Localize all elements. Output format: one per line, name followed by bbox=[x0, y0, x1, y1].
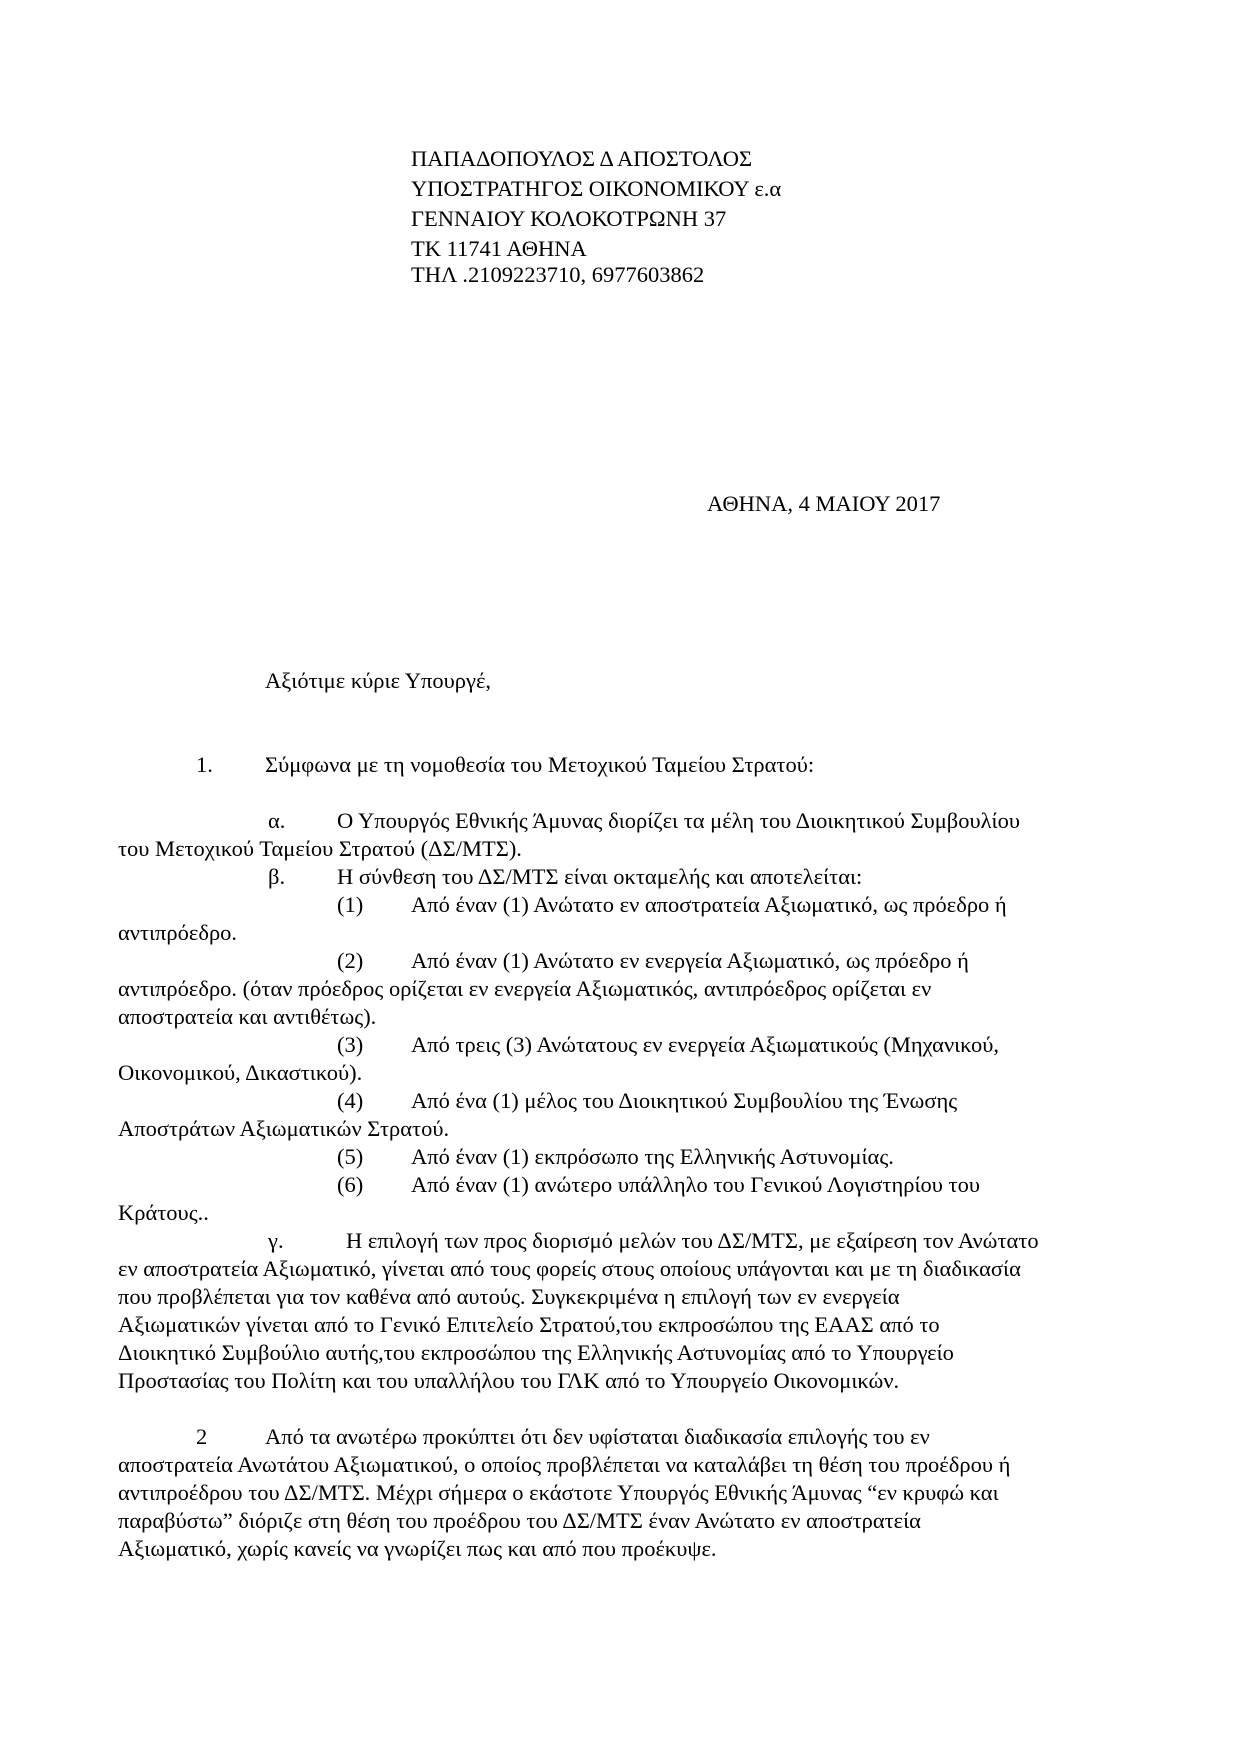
section-1-intro: Σύμφωνα με τη νομοθεσία του Μετοχικού Ταμείου Στρατού: bbox=[265, 752, 815, 777]
section-2-line: αποστρατεία Ανωτάτου Αξιωματικού, ο οποίος προβλέπεται να καταλάβει τη θέση του προέδρου ή bbox=[118, 1452, 1011, 1477]
subitem-line: Από ένα (1) μέλος του Διοικητικού Συμβουλίου της Ένωσης bbox=[411, 1088, 958, 1113]
item-a-line: του Μετοχικού Ταμείου Στρατού (ΔΣ/ΜΤΣ). bbox=[118, 836, 522, 861]
item-c-marker: γ. bbox=[268, 1228, 284, 1253]
subitem-line: Από έναν (1) εκπρόσωπο της Ελληνικής Αστυνομίας. bbox=[411, 1144, 894, 1169]
subitem-line: Αποστράτων Αξιωματικών Στρατού. bbox=[118, 1116, 450, 1141]
subitem-number: (1) bbox=[337, 892, 364, 917]
section-2-line: αντιπροέδρου του ΔΣ/ΜΤΣ. Μέχρι σήμερα ο εκάστοτε Υπουργός Εθνικής Άμυνας “εν κρυφώ και bbox=[118, 1480, 999, 1505]
item-c-line: Αξιωματικών γίνεται από το Γενικό Επιτελείο Στρατού,του εκπροσώπου της ΕΑΑΣ από το bbox=[118, 1312, 940, 1337]
subitem-line: αποστρατεία και αντιθέτως). bbox=[118, 1004, 377, 1029]
subitem-number: (4) bbox=[337, 1088, 364, 1113]
section-2-line: παραβύστω” διόριζε στη θέση του προέδρου του ΔΣ/ΜΤΣ έναν Ανώτατο εν αποστρατεία bbox=[118, 1508, 921, 1533]
subitem-number: (2) bbox=[337, 948, 364, 973]
subitem-line: Οικονομικού, Δικαστικού). bbox=[118, 1060, 363, 1085]
item-c-line: που προβλέπεται για τον καθένα από αυτούς. Συγκεκριμένα η επιλογή των εν ενεργεία bbox=[118, 1284, 900, 1309]
item-c-line: Προστασίας του Πολίτη και του υπαλλήλου του ΓΛΚ από το Υπουργείο Οικονομικών. bbox=[118, 1368, 900, 1393]
item-c-line: Η επιλογή των προς διορισμό μελών του ΔΣ/ΜΤΣ, με εξαίρεση τον Ανώτατο bbox=[346, 1228, 1039, 1253]
sender-street: ΓΕΝΝΑΙΟΥ ΚΟΛΟΚΟΤΡΩΝΗ 37 bbox=[411, 206, 727, 231]
sender-postal: ΤΚ 11741 ΑΘΗΝΑ bbox=[411, 236, 587, 261]
subitem-number: (3) bbox=[337, 1032, 364, 1057]
item-a-line: Ο Υπουργός Εθνικής Άμυνας διορίζει τα μέλη του Διοικητικού Συμβουλίου bbox=[337, 808, 1020, 833]
section-2-number: 2 bbox=[196, 1424, 208, 1449]
item-c-line: εν αποστρατεία Αξιωματικό, γίνεται από τους φορείς στους οποίους υπάγονται και με τη διαδικασία bbox=[118, 1256, 1021, 1281]
item-a-marker: α. bbox=[268, 808, 286, 833]
sender-rank: ΥΠΟΣΤΡΑΤΗΓΟΣ ΟΙΚΟΝΟΜΙΚΟΥ ε.α bbox=[411, 176, 782, 201]
subitem-line: Από τρεις (3) Ανώτατους εν ενεργεία Αξιωματικούς (Μηχανικού, bbox=[411, 1032, 1000, 1057]
letter-date: ΑΘΗΝΑ, 4 ΜΑΙΟΥ 2017 bbox=[707, 491, 941, 516]
subitem-line: Από έναν (1) Ανώτατο εν ενεργεία Αξιωματικό, ως πρόεδρο ή bbox=[411, 948, 969, 973]
section-2-line: Αξιωματικό, χωρίς κανείς να γνωρίζει πως και από που προέκυψε. bbox=[118, 1536, 717, 1561]
sender-name: ΠΑΠΑΔΟΠΟΥΛΟΣ Δ ΑΠΟΣΤΟΛΟΣ bbox=[411, 146, 753, 171]
section-2-line: Από τα ανωτέρω προκύπτει ότι δεν υφίσταται διαδικασία επιλογής του εν bbox=[265, 1424, 930, 1449]
subitem-line: αντιπρόεδρο. (όταν πρόεδρος ορίζεται εν ενεργεία Αξιωματικός, αντιπρόεδρος ορίζεται εν bbox=[118, 976, 932, 1001]
subitem-line: αντιπρόεδρο. bbox=[118, 920, 238, 945]
item-b-marker: β. bbox=[268, 864, 286, 889]
subitem-line: Από έναν (1) ανώτερο υπάλληλο του Γενικού Λογιστηρίου του bbox=[411, 1172, 980, 1197]
subitem-line: Από έναν (1) Ανώτατο εν αποστρατεία Αξιωματικό, ως πρόεδρο ή bbox=[411, 892, 1007, 917]
item-b-text: Η σύνθεση του ΔΣ/ΜΤΣ είναι οκταμελής και αποτελείται: bbox=[337, 864, 863, 889]
section-1-number: 1. bbox=[196, 752, 213, 777]
item-c-line: Διοικητικό Συμβούλιο αυτής,του εκπροσώπου της Ελληνικής Αστυνομίας από το Υπουργείο bbox=[118, 1340, 954, 1365]
subitem-line: Κράτους.. bbox=[118, 1200, 209, 1225]
sender-phone: ΤΗΛ .2109223710, 6977603862 bbox=[411, 262, 705, 287]
salutation: Αξιότιμε κύριε Υπουργέ, bbox=[265, 668, 492, 693]
subitem-number: (6) bbox=[337, 1172, 364, 1197]
subitem-number: (5) bbox=[337, 1144, 364, 1169]
